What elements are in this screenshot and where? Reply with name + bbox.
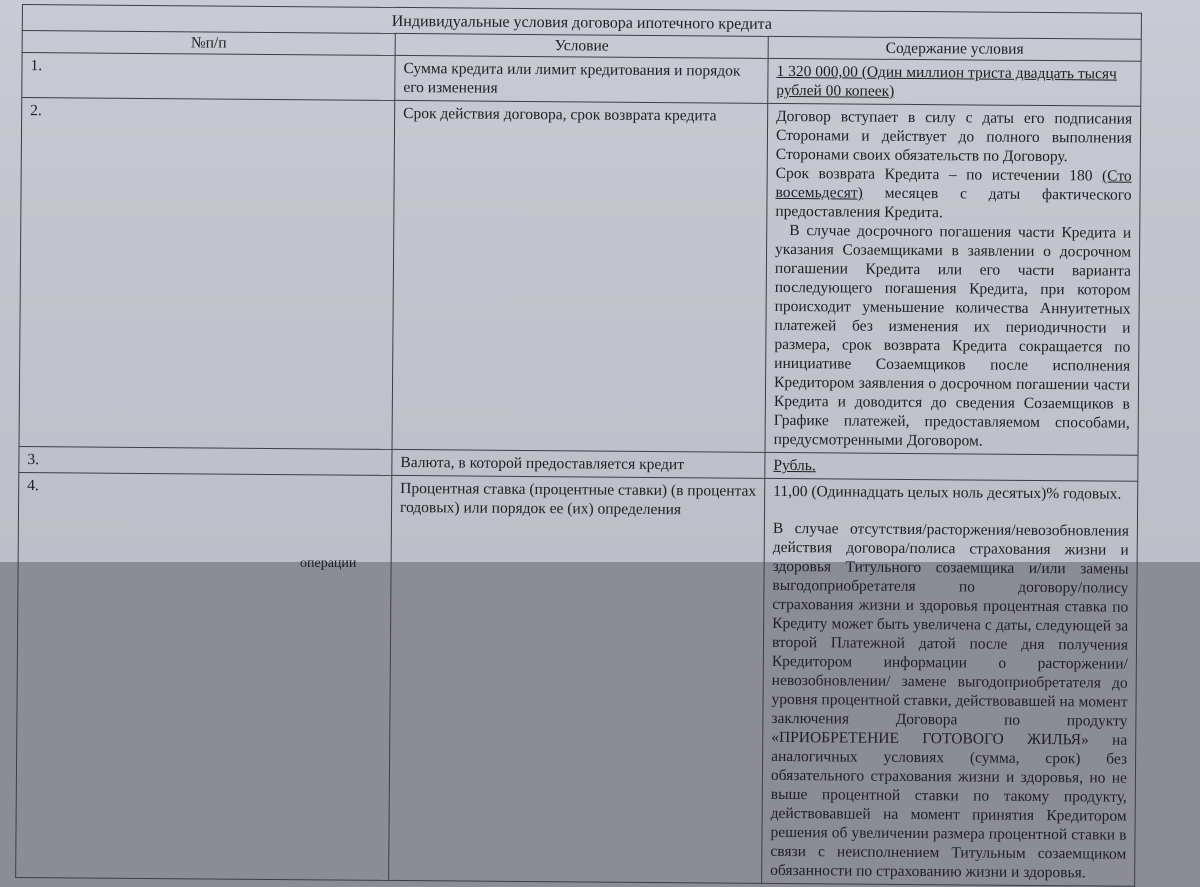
content-paragraph: Договор вступает в силу с даты его подписания Сторонами и действует до полного выполнения Сторонами своих обязательств по Договору. [775,107,1133,166]
row-num: 4. [16,472,392,880]
header-content: Содержание условия [768,36,1141,61]
term-prefix: Срок возврата Кредита – по истечении 180 [775,164,1093,185]
cut-off-text: операции [300,556,357,571]
row-content [762,478,1138,886]
currency-value: Рубль. [773,456,816,475]
term-suffix: месяцев с даты фактического предоставления Кредита. [775,184,1132,222]
content-paragraph [775,164,1131,224]
row-content [768,58,1141,106]
row-num: 1. [22,53,395,101]
header-num: №п/п [22,31,395,56]
row-content [765,452,1138,481]
conditions-table [15,4,1142,887]
content-paragraph: В случае отсутствия/расторжения/невозобновления действия договора/полиса страхования жизни и здоровья Титульного созаемщика и/или замены выгодоприобретателя по договору/полису страхования жизни и здоровья процентная ставка по Кредиту может быть увеличена с даты, следующей за второй Платежной датой после дня получения Кредитором информации о расторжении/ невозобновлении/ замене выгодоприобретателя до уровня процентной ставки, действовавшей на момент заключения Договора по продукту «ПРИОБРЕТЕНИЕ ГОТОВОГО ЖИЛЬЯ» на аналогичных условиях (сумма, срок) без обязательного страхования жизни и здоровья, но не выше процентной ставки по такому продукту, действовавшей на момент принятия Кредитором решения об увеличении размера процентной ставки в связи с неисполнением Титульным созаемщиком обязанности по страхованию жизни и здоровья. [770,519,1129,882]
row-content [765,103,1141,455]
interest-rate: 11,00 (Одиннадцать целых ноль десятых)% годовых. [773,482,1122,503]
term-months-words: (Сто восемьдесят) [775,167,1132,202]
row-num: 3. [19,446,392,475]
row-condition: Процентная ставка (процентные ставки) (в процентах годовых) или порядок ее (их) определения [389,475,765,883]
content-paragraph: В случае досрочного погашения части Кредита и указания Созаемщиками в заявлении о досрочном погашении Кредита или его части варианта последующего погашения Кредита, при котором происходит уменьшение количества Аннуитетных платежей без изменения их периодичности и размера, срок возврата Кредита сокращается по инициативе Созаемщиков после исполнения Кредитором заявления о досрочном погашении части Кредита и доводится до сведения Созаемщиков в Графике платежей, предоставляемом способами, предусмотренными Договором. [773,222,1132,450]
row-condition: Валюта, в которой предоставляется кредит [392,449,765,478]
row-condition: Срок действия договора, срок возврата кредита [392,100,768,452]
row-num: 2. [19,98,395,450]
table-row [16,472,1138,886]
loan-amount: 1 320 000,00 (Один миллион триста двадцать тысяч рублей 00 копеек) [776,62,1117,100]
row-condition: Сумма кредита или лимит кредитования и порядок его изменения [395,55,768,103]
table-row [19,98,1141,456]
mortgage-conditions-document [15,4,1142,887]
header-condition: Условие [395,33,768,58]
document-title: Индивидуальные условия договора ипотечного кредита [22,5,1141,40]
